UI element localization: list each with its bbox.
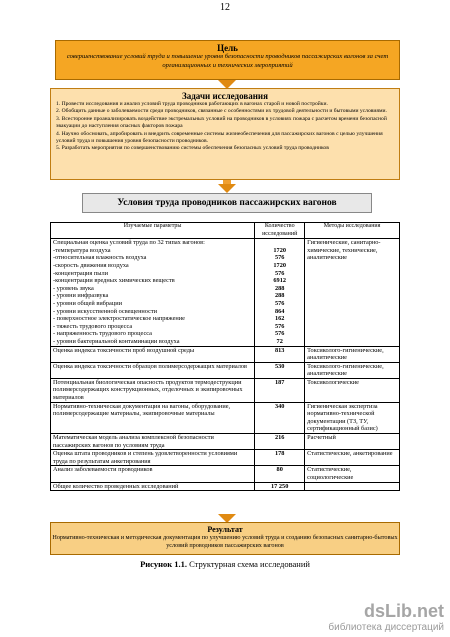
param-cell: Оценка штата проводников и степень удовлетворенности условиями труда по результатам анкетирования — [51, 450, 255, 466]
figure-caption — [0, 559, 450, 569]
caption-label: Рисунок 1.1. — [140, 559, 187, 569]
header-params: Изучаемые параметры — [51, 223, 255, 239]
param-item: - уровни бактериальной контаминации воздуха — [53, 337, 180, 345]
count-cell: 80 — [255, 466, 305, 482]
task-item: 4. Научно обосновать, апробировать и внедрить современные системы жизнеобеспечения для пассажирских вагонов с целью улучшения условий труда и повышения уровня безопасности проводников. — [56, 130, 383, 145]
count-item: 576 — [274, 330, 285, 338]
param-item: Специальная оценка условий труда по 32 типах вагонов: — [53, 239, 205, 247]
total-value: 17 250 — [255, 482, 305, 491]
result-title: Результат — [207, 525, 243, 534]
count-item: 864 — [274, 307, 285, 315]
task-item: 2. Обобщить данные о заболеваемости среди проводников, связанные с особенностями их трудовой деятельности и бытовыми условиями. — [56, 108, 387, 115]
count-item: 1720 — [273, 246, 286, 254]
page-number: 12 — [220, 2, 230, 13]
goal-title: Цель — [217, 43, 238, 53]
task-item: 5. Разработать мероприятия по совершенствованию системы обеспечения безопасных условий труда проводников — [56, 145, 329, 152]
table-row — [51, 450, 400, 466]
watermark-logo: dsLib.net — [364, 601, 444, 621]
param-cell: Оценка индекса токсичности проб воздушной среды — [51, 346, 255, 362]
total-label: Общее количество проведенных исследований — [51, 482, 255, 491]
count-cell: 178 — [255, 450, 305, 466]
param-cell: Потенциальная биологическая опасность продуктов термодеструкции полимерсодержащих конструкционных, отделочных и экипировочных материалов — [51, 378, 255, 402]
param-cell: Оценка индекса токсичности образцов полимерсодержащих материалов — [51, 362, 255, 378]
param-item: -скорость движения воздуха — [53, 261, 129, 269]
count-item: 576 — [274, 269, 285, 277]
caption-text: Структурная схема исследований — [186, 559, 310, 569]
header-methods: Методы исследования — [305, 223, 400, 239]
method-cell: Статистические, анкетирование — [305, 450, 400, 466]
param-item: -температура воздуха — [53, 246, 111, 254]
total-empty — [305, 482, 400, 491]
param-item: - уровень звука — [53, 284, 94, 292]
count-cell: 216 — [255, 434, 305, 450]
watermark-subtitle: библиотека диссертаций — [328, 622, 444, 633]
param-item: - уровни общей вибрации — [53, 299, 122, 307]
count-item: 288 — [274, 292, 285, 300]
count-cell: 813 — [255, 346, 305, 362]
param-item: -относительная влажность воздуха — [53, 254, 147, 262]
count-item: 72 — [276, 337, 283, 345]
method-cell: Токсиколого-гигиенические, аналитические — [305, 362, 400, 378]
param-item: -концентрация пыли — [53, 269, 108, 277]
conditions-title: Условия труда проводников пассажирских вагонов — [82, 193, 372, 213]
result-text: Нормативно-техническая и методическая документация по улучшению условий труда и созданию безопасных санитарно-бытовых условий проводников пассажирских вагонов — [52, 534, 398, 549]
result-box — [50, 522, 400, 555]
count-item: 288 — [274, 284, 285, 292]
method-cell: Гигиеническая экспертиза нормативно-технической документации (ТЗ, ТУ, сертификационный базис) — [305, 402, 400, 433]
table-row — [51, 466, 400, 482]
watermark — [328, 601, 444, 633]
param-item: - тяжесть трудового процесса — [53, 322, 133, 330]
goal-box — [55, 40, 400, 80]
param-item: - уровни инфразвука — [53, 292, 109, 300]
count-cell: 530 — [255, 362, 305, 378]
count-cell: 187 — [255, 378, 305, 402]
task-item: 1. Провести исследования и анализ условий труда проводников работающих в вагонах старой и новой постройки. — [56, 101, 328, 107]
count-item — [257, 239, 302, 247]
param-item: - поверхностное электростатическое напряжение — [53, 315, 185, 323]
research-table — [50, 222, 400, 491]
arrow-down-icon — [218, 184, 236, 193]
method-cell: Гигиенические, санитарно-химические, технические, аналитические — [305, 239, 400, 346]
count-item: 576 — [274, 322, 285, 330]
counts-list — [255, 239, 305, 346]
param-cell: Анализ заболеваемости проводников — [51, 466, 255, 482]
table-row — [51, 402, 400, 433]
param-cell: Математическая модель анализа комплексной безопасности пассажирских вагонов по условиям труда — [51, 434, 255, 450]
count-item: 576 — [274, 254, 285, 262]
header-count: Количество исследований — [255, 223, 305, 239]
table-row — [51, 362, 400, 378]
param-cell: Нормативно-техническая документация на вагоны, оборудование, полимерсодержащие материалы, экипировочные материалы — [51, 402, 255, 433]
table-row — [51, 346, 400, 362]
count-cell: 340 — [255, 402, 305, 433]
method-cell: Токсиколого-гигиенические, аналитические — [305, 346, 400, 362]
task-item: 3. Всесторонне проанализировать воздействие экстремальных условий на проводников в условиях пожара с расчетом времени безопасной эвакуации до наступления опасных факторов пожара — [56, 115, 387, 130]
method-cell: Расчетный — [305, 434, 400, 450]
table-total-row — [51, 482, 400, 491]
tasks-box — [50, 88, 400, 180]
table-header — [51, 223, 400, 239]
param-item: - напряженность трудового процесса — [53, 330, 152, 338]
param-item: - уровни искусственной освещенности — [53, 307, 158, 315]
param-item: -концентрации вредных химических веществ — [53, 277, 175, 285]
count-item: 1720 — [273, 261, 286, 269]
table-row — [51, 378, 400, 402]
table-row — [51, 239, 400, 346]
count-item: 6912 — [273, 277, 286, 285]
goal-text: совершенствование условий труда и повышение уровня безопасности проводников пассажирских вагонов за счет организационных и технических мероприятий — [66, 53, 389, 69]
tasks-title: Задачи исследования — [182, 91, 268, 101]
params-list — [51, 239, 255, 346]
count-item: 162 — [274, 315, 285, 323]
count-item: 576 — [274, 299, 285, 307]
method-cell: Токсикологические — [305, 378, 400, 402]
table-row — [51, 434, 400, 450]
method-cell: Статистические, социологические — [305, 466, 400, 482]
